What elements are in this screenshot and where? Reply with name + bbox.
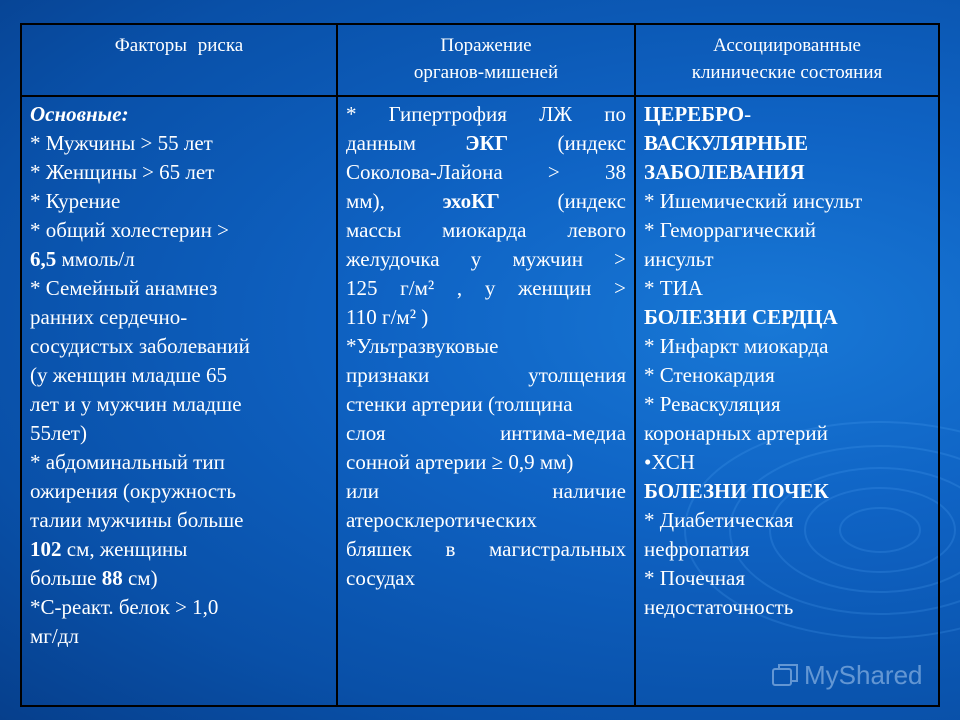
watermark-logo-icon bbox=[770, 661, 800, 691]
main-factors-title: Основные: bbox=[30, 102, 129, 126]
watermark: MyShared bbox=[770, 660, 923, 691]
header-clinical-conditions: Ассоциированные клинические состояния bbox=[691, 35, 883, 83]
heart-diseases-heading: БОЛЕЗНИ СЕРДЦА bbox=[644, 305, 838, 329]
target-organs-cell: * Гипертрофия ЛЖ по данным ЭКГ (индекс Соколова-Лайона > 38 мм), эхоКГ (индекс массы миокарда левого желудочка у мужчин > 125 г/м² , у женщин > 110 г/м² ) *Ультразвуковые признаки утолщения стенки артерии (толщина слоя интима-медиа сонной артерии ≥ 0,9 мм) или наличие атеросклеротических бляшек в магистральных сосудах bbox=[346, 102, 626, 590]
risk-factors-cell: Основные: * Мужчины > 55 лет * Женщины > 65 лет * Курение * общий холестерин > 6,5 ммоль/л * Семейный анамнез ранних сердечно- сосудистых заболеваний (у женщин младше 65 лет и у мужчин младше 55лет) * абдоминальный тип ожирения (окружность талии мужчины больше 102 см, женщины больше 88 см) *С-реакт. белок > 1,0 мг/дл bbox=[22, 97, 336, 707]
risk-factors-table bbox=[20, 23, 940, 707]
header-risk-factors: Факторы риска bbox=[114, 35, 244, 56]
kidney-diseases-heading: БОЛЕЗНИ ПОЧЕК bbox=[644, 479, 829, 503]
clinical-conditions-cell: ЦЕРЕБРО- ВАСКУЛЯРНЫЕ ЗАБОЛЕВАНИЯ * Ишемический инсульт * Геморрагический инсульт * ТИА БОЛЕЗНИ СЕРДЦА * Инфаркт миокарда * Стенокардия * Реваскуляция коронарных артерий •ХСН БОЛЕЗНИ ПОЧЕК * Диабетическая нефропатия * Почечная недостаточность bbox=[636, 97, 938, 707]
header-target-organs: Поражение органов-мишеней bbox=[413, 35, 559, 83]
